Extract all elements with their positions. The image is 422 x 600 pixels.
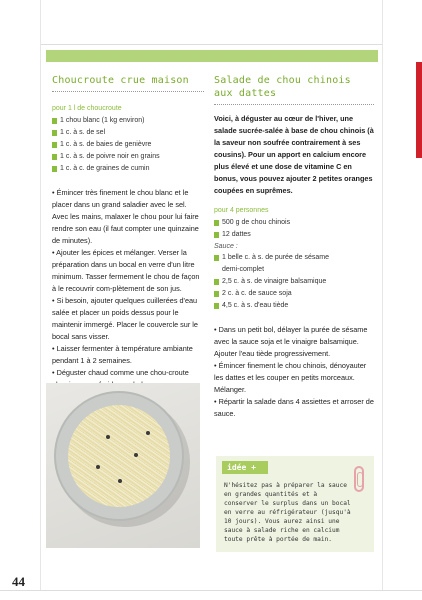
bullet-square-icon	[214, 220, 219, 226]
instruction-step: • Émincer très finement le chou blanc et le placer dans un grand saladier avec le sel. Avec les mains, malaxer le chou pour lui faire rendre son eau (il faut compter une quinzaine de minutes).	[52, 188, 199, 245]
crop-line	[40, 44, 382, 45]
title-divider	[214, 104, 374, 105]
sauce-label: Sauce :	[214, 243, 238, 250]
recipe-salade-chou-chinois	[214, 74, 374, 420]
ingredient-item: 1 c. à c. de graines de cumin	[52, 163, 204, 175]
bullet-square-icon	[214, 279, 219, 285]
chapter-tab	[416, 62, 422, 158]
tip-text: N'hésitez pas à préparer la sauce en grandes quantités et à conserver le surplus dans un bocal en verre au réfrigérateur (jusqu'à 10 jours). Vous aurez ainsi une sauce à salade riche en calcium toute prête à portée de main.	[224, 482, 351, 543]
title-divider	[52, 91, 204, 92]
ingredient-item: 1 c. à s. de poivre noir en grains	[52, 151, 204, 163]
ingredient-list	[52, 115, 204, 175]
recipe-intro: Voici, à déguster au cœur de l'hiver, une salade sucrée-salée à base de chou chinois (à la saveur non soufrée contrairement à ses cousins). Pour un apport en calcium encore plus élevé et une dose de vitamine C en bonus, vous pouvez ajouter 2 petites oranges coupées en suprêmes.	[214, 114, 374, 195]
recipe-choucroute	[52, 74, 204, 391]
ingredient-item: 4,5 c. à s. d'eau tiède	[214, 300, 374, 312]
ingredient-item: 500 g de chou chinois	[214, 217, 374, 229]
crop-line-right	[382, 0, 383, 590]
crop-line-left	[40, 0, 41, 590]
tip-box	[216, 456, 374, 552]
bullet-square-icon	[214, 303, 219, 309]
ingredient-item: 12 dattes	[214, 229, 374, 241]
bullet-square-icon	[214, 255, 219, 261]
bullet-square-icon	[52, 154, 57, 160]
sauce-ingredient-list	[214, 252, 374, 312]
ingredient-item: 2,5 c. à s. de vinaigre balsamique	[214, 276, 374, 288]
instruction-step: • Laisser fermenter à température ambiante pendant 1 à 2 semaines.	[52, 344, 193, 365]
ingredient-item: 2 c. à c. de sauce soja	[214, 288, 374, 300]
ingredient-item: 1 belle c. à s. de purée de sésame	[214, 252, 374, 264]
instruction-step: • Dans un petit bol, délayer la purée de sésame avec la sauce soja et le vinaigre balsamique. Ajouter l'eau tiède progressivement.	[214, 325, 368, 358]
paperclip-icon	[354, 466, 364, 492]
bullet-square-icon	[214, 291, 219, 297]
sauerkraut-photo	[46, 383, 200, 548]
bullet-square-icon	[52, 142, 57, 148]
header-band	[46, 50, 378, 62]
ingredient-item: 1 chou blanc (1 kg environ)	[52, 115, 204, 127]
ingredient-item-continued: demi-complet	[222, 266, 265, 273]
bottom-crop-line	[0, 590, 422, 591]
recipe-title: Choucroute crue maison	[52, 75, 189, 86]
instruction-step: • Si besoin, ajouter quelques cuillerées d'eau salée et placer un poids dessus pour le maintenir immergé. Placer le couvercle sur le bocal sans visser.	[52, 296, 198, 341]
ingredient-item: 1 c. à s. de sel	[52, 127, 204, 139]
instruction-step: • Répartir la salade dans 4 assiettes et arroser de sauce.	[214, 397, 374, 418]
cabbage-image	[68, 405, 170, 507]
recipe-title: Salade de chou chinois aux dattes	[214, 75, 351, 99]
instruction-steps	[214, 324, 374, 420]
portion-label: pour 4 personnes	[214, 207, 269, 214]
tip-label: idée +	[222, 461, 268, 474]
instruction-steps	[52, 187, 204, 391]
page-number: 44	[12, 574, 25, 589]
instruction-step: • Déguster chaud comme une chou-croute	[52, 368, 189, 377]
bullet-square-icon	[52, 130, 57, 136]
ingredient-item: 1 c. à s. de baies de genièvre	[52, 139, 204, 151]
bullet-square-icon	[52, 118, 57, 124]
bullet-square-icon	[214, 232, 219, 238]
instruction-step: • Émincer finement le chou chinois, dénoyauter les dattes et les couper en petits morceaux. Mélanger.	[214, 361, 367, 394]
ingredient-list	[214, 217, 374, 241]
bullet-square-icon	[52, 166, 57, 172]
instruction-step: • Ajouter les épices et mélanger. Verser la préparation dans un bocal en verre d'un litre minimum. Tasser fermement le chou de façon à le recouvrir com-plètement de son jus.	[52, 248, 200, 293]
portion-label: pour 1 l de choucroute	[52, 105, 122, 112]
